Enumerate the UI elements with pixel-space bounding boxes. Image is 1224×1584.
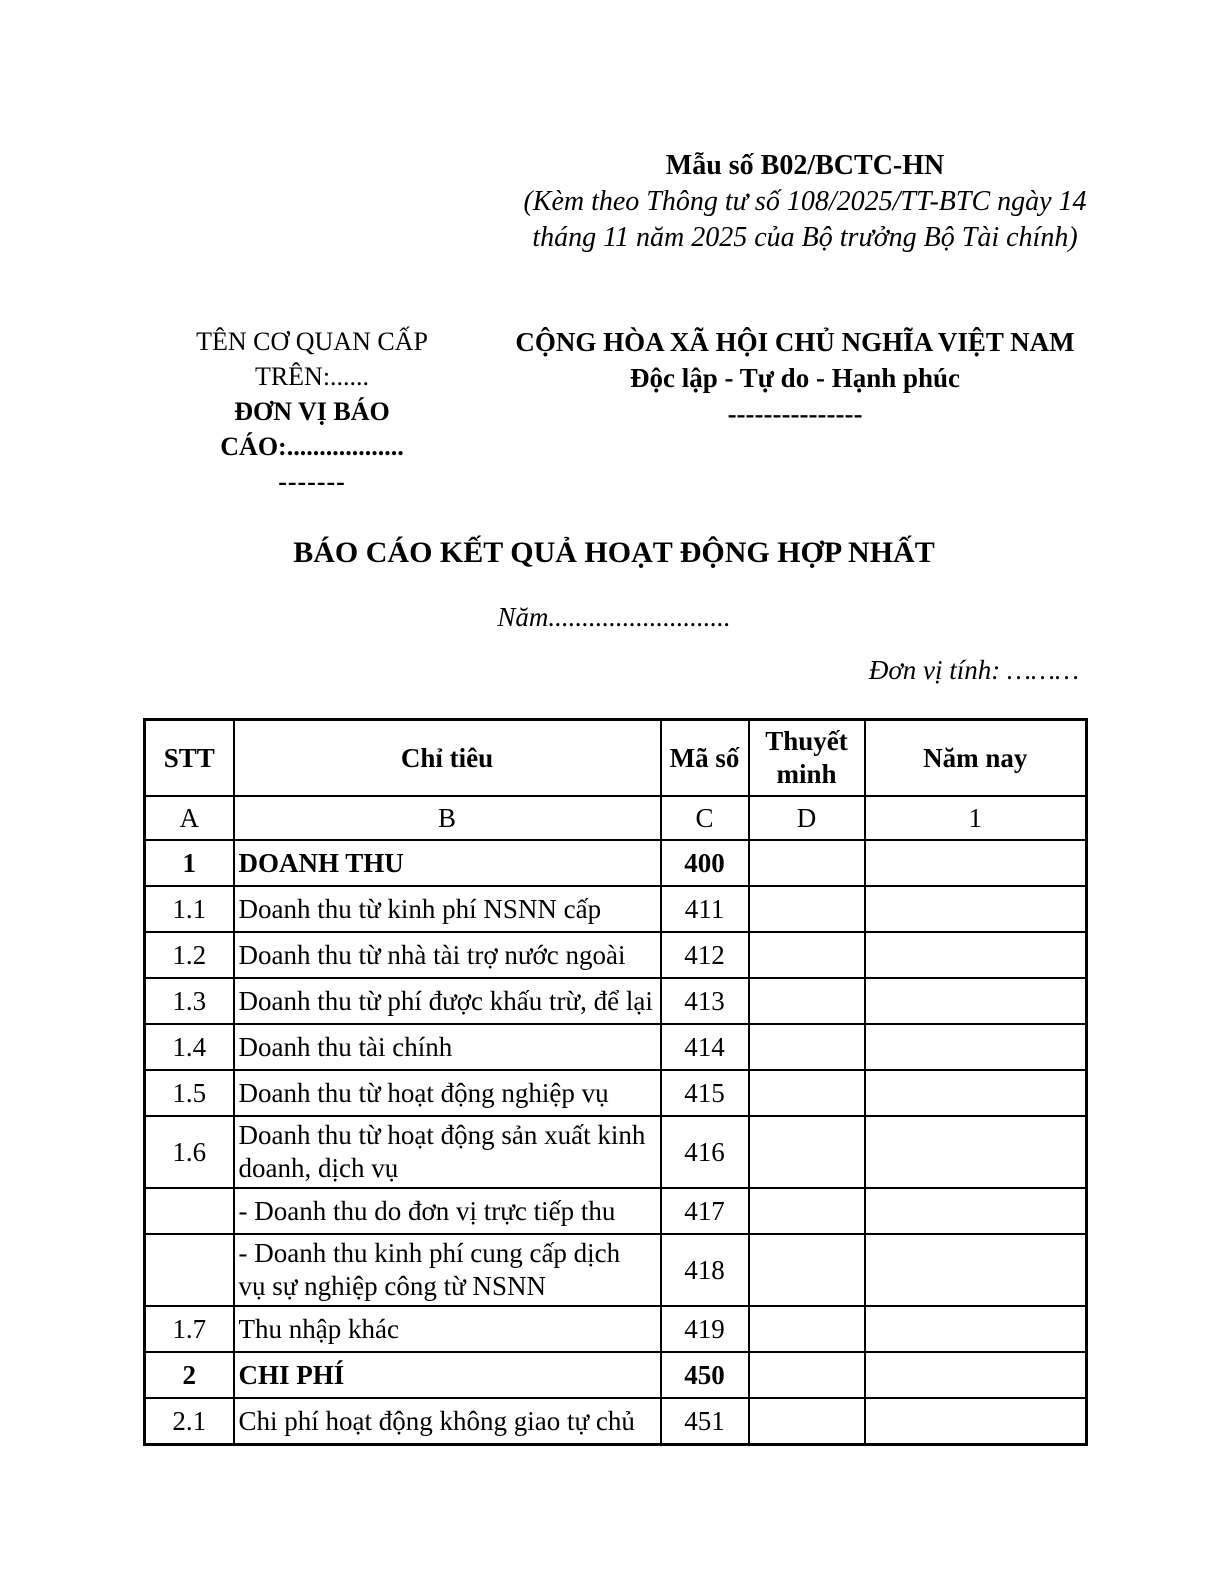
form-number: Mẫu số B02/BCTC-HN [665, 150, 945, 181]
cell-chi-tieu: Doanh thu từ phí được khấu trừ, để lại [234, 978, 661, 1024]
cell-nam-nay [865, 1234, 1087, 1306]
cell-thuyet-minh [749, 840, 865, 886]
table-row [145, 978, 1087, 1024]
form-meta-block [505, 148, 1105, 256]
table-row [145, 1024, 1087, 1070]
cell-chi-tieu: Doanh thu từ hoạt động nghiệp vụ [234, 1070, 661, 1116]
cell-stt: 1.3 [145, 978, 234, 1024]
cell-stt: 2.1 [145, 1398, 234, 1445]
table-row [145, 932, 1087, 978]
cell-chi-tieu: DOANH THU [234, 840, 661, 886]
cell-thuyet-minh [749, 978, 865, 1024]
cell-nam-nay [865, 886, 1087, 932]
cell-chi-tieu: Doanh thu từ hoạt động sản xuất kinh doanh, dịch vụ [234, 1116, 661, 1188]
column-header-thuyet-minh: Thuyết minh [749, 720, 865, 797]
cell-ma-so: 451 [661, 1398, 749, 1445]
motto-separator: --------------- [727, 399, 863, 429]
cell-thuyet-minh [749, 1352, 865, 1398]
national-header-block [485, 324, 1105, 432]
table-header-row [145, 720, 1087, 797]
cell-chi-tieu: - Doanh thu kinh phí cung cấp dịch vụ sự nghiệp công từ NSNN [234, 1234, 661, 1306]
cell-nam-nay [865, 978, 1087, 1024]
cell-ma-so: 417 [661, 1188, 749, 1234]
national-motto: Độc lập - Tự do - Hạnh phúc [629, 363, 961, 393]
column-key-d: D [749, 796, 865, 840]
cell-stt: 1.1 [145, 886, 234, 932]
column-key-a: A [145, 796, 234, 840]
table-row [145, 1398, 1087, 1445]
cell-stt [145, 1234, 234, 1306]
form-issuance-line2: tháng 11 năm 2025 của Bộ trưởng Bộ Tài chính) [532, 222, 1078, 253]
cell-chi-tieu: Doanh thu từ kinh phí NSNN cấp [234, 886, 661, 932]
cell-nam-nay [865, 1306, 1087, 1352]
cell-thuyet-minh [749, 886, 865, 932]
table-row [145, 1188, 1087, 1234]
table-column-key-row [145, 796, 1087, 840]
cell-ma-so: 414 [661, 1024, 749, 1070]
cell-thuyet-minh [749, 932, 865, 978]
cell-stt: 1.7 [145, 1306, 234, 1352]
cell-ma-so: 419 [661, 1306, 749, 1352]
agency-separator: ------- [278, 467, 346, 496]
table-row [145, 1352, 1087, 1398]
report-table-body [145, 840, 1087, 1445]
cell-nam-nay [865, 1070, 1087, 1116]
table-row [145, 1306, 1087, 1352]
agency-block [157, 324, 467, 499]
cell-stt [145, 1188, 234, 1234]
cell-ma-so: 400 [661, 840, 749, 886]
table-row [145, 886, 1087, 932]
column-header-stt: STT [145, 720, 234, 797]
cell-nam-nay [865, 840, 1087, 886]
cell-nam-nay [865, 1352, 1087, 1398]
cell-thuyet-minh [749, 1306, 865, 1352]
cell-ma-so: 411 [661, 886, 749, 932]
cell-stt: 2 [145, 1352, 234, 1398]
column-key-b: B [234, 796, 661, 840]
cell-stt: 1.4 [145, 1024, 234, 1070]
country-name: CỘNG HÒA XÃ HỘI CHỦ NGHĨA VIỆT NAM [515, 327, 1075, 357]
cell-nam-nay [865, 1398, 1087, 1445]
cell-nam-nay [865, 1116, 1087, 1188]
cell-chi-tieu: Doanh thu tài chính [234, 1024, 661, 1070]
cell-nam-nay [865, 1188, 1087, 1234]
cell-thuyet-minh [749, 1398, 865, 1445]
unit-of-measure-note: Đơn vị tính: ……… [868, 655, 1079, 685]
table-row [145, 1116, 1087, 1188]
table-row [145, 840, 1087, 886]
cell-ma-so: 415 [661, 1070, 749, 1116]
cell-nam-nay [865, 1024, 1087, 1070]
superior-agency-label: TÊN CƠ QUAN CẤP TRÊN:...... [196, 327, 428, 391]
cell-thuyet-minh [749, 1070, 865, 1116]
cell-thuyet-minh [749, 1116, 865, 1188]
reporting-unit-label: ĐƠN VỊ BÁO CÁO:.................. [220, 397, 404, 461]
column-key-1: 1 [865, 796, 1087, 840]
cell-ma-so: 413 [661, 978, 749, 1024]
table-row [145, 1234, 1087, 1306]
cell-thuyet-minh [749, 1234, 865, 1306]
column-header-chi-tieu: Chỉ tiêu [234, 720, 661, 797]
column-header-ma-so: Mã số [661, 720, 749, 797]
cell-stt: 1.5 [145, 1070, 234, 1116]
cell-thuyet-minh [749, 1024, 865, 1070]
report-title: BÁO CÁO KẾT QUẢ HOẠT ĐỘNG HỢP NHẤT [293, 536, 935, 569]
report-table [143, 718, 1088, 1446]
cell-stt: 1 [145, 840, 234, 886]
form-issuance-line1: (Kèm theo Thông tư số 108/2025/TT-BTC ngày 14 [523, 186, 1087, 217]
cell-chi-tieu: Thu nhập khác [234, 1306, 661, 1352]
column-key-c: C [661, 796, 749, 840]
cell-stt: 1.2 [145, 932, 234, 978]
cell-chi-tieu: Chi phí hoạt động không giao tự chủ [234, 1398, 661, 1445]
cell-stt: 1.6 [145, 1116, 234, 1188]
cell-ma-so: 412 [661, 932, 749, 978]
cell-ma-so: 416 [661, 1116, 749, 1188]
cell-nam-nay [865, 932, 1087, 978]
cell-chi-tieu: Doanh thu từ nhà tài trợ nước ngoài [234, 932, 661, 978]
cell-chi-tieu: - Doanh thu do đơn vị trực tiếp thu [234, 1188, 661, 1234]
cell-ma-so: 418 [661, 1234, 749, 1306]
report-year-line: Năm........................... [497, 602, 731, 632]
cell-thuyet-minh [749, 1188, 865, 1234]
table-row [145, 1070, 1087, 1116]
column-header-nam-nay: Năm nay [865, 720, 1087, 797]
cell-chi-tieu: CHI PHÍ [234, 1352, 661, 1398]
cell-ma-so: 450 [661, 1352, 749, 1398]
